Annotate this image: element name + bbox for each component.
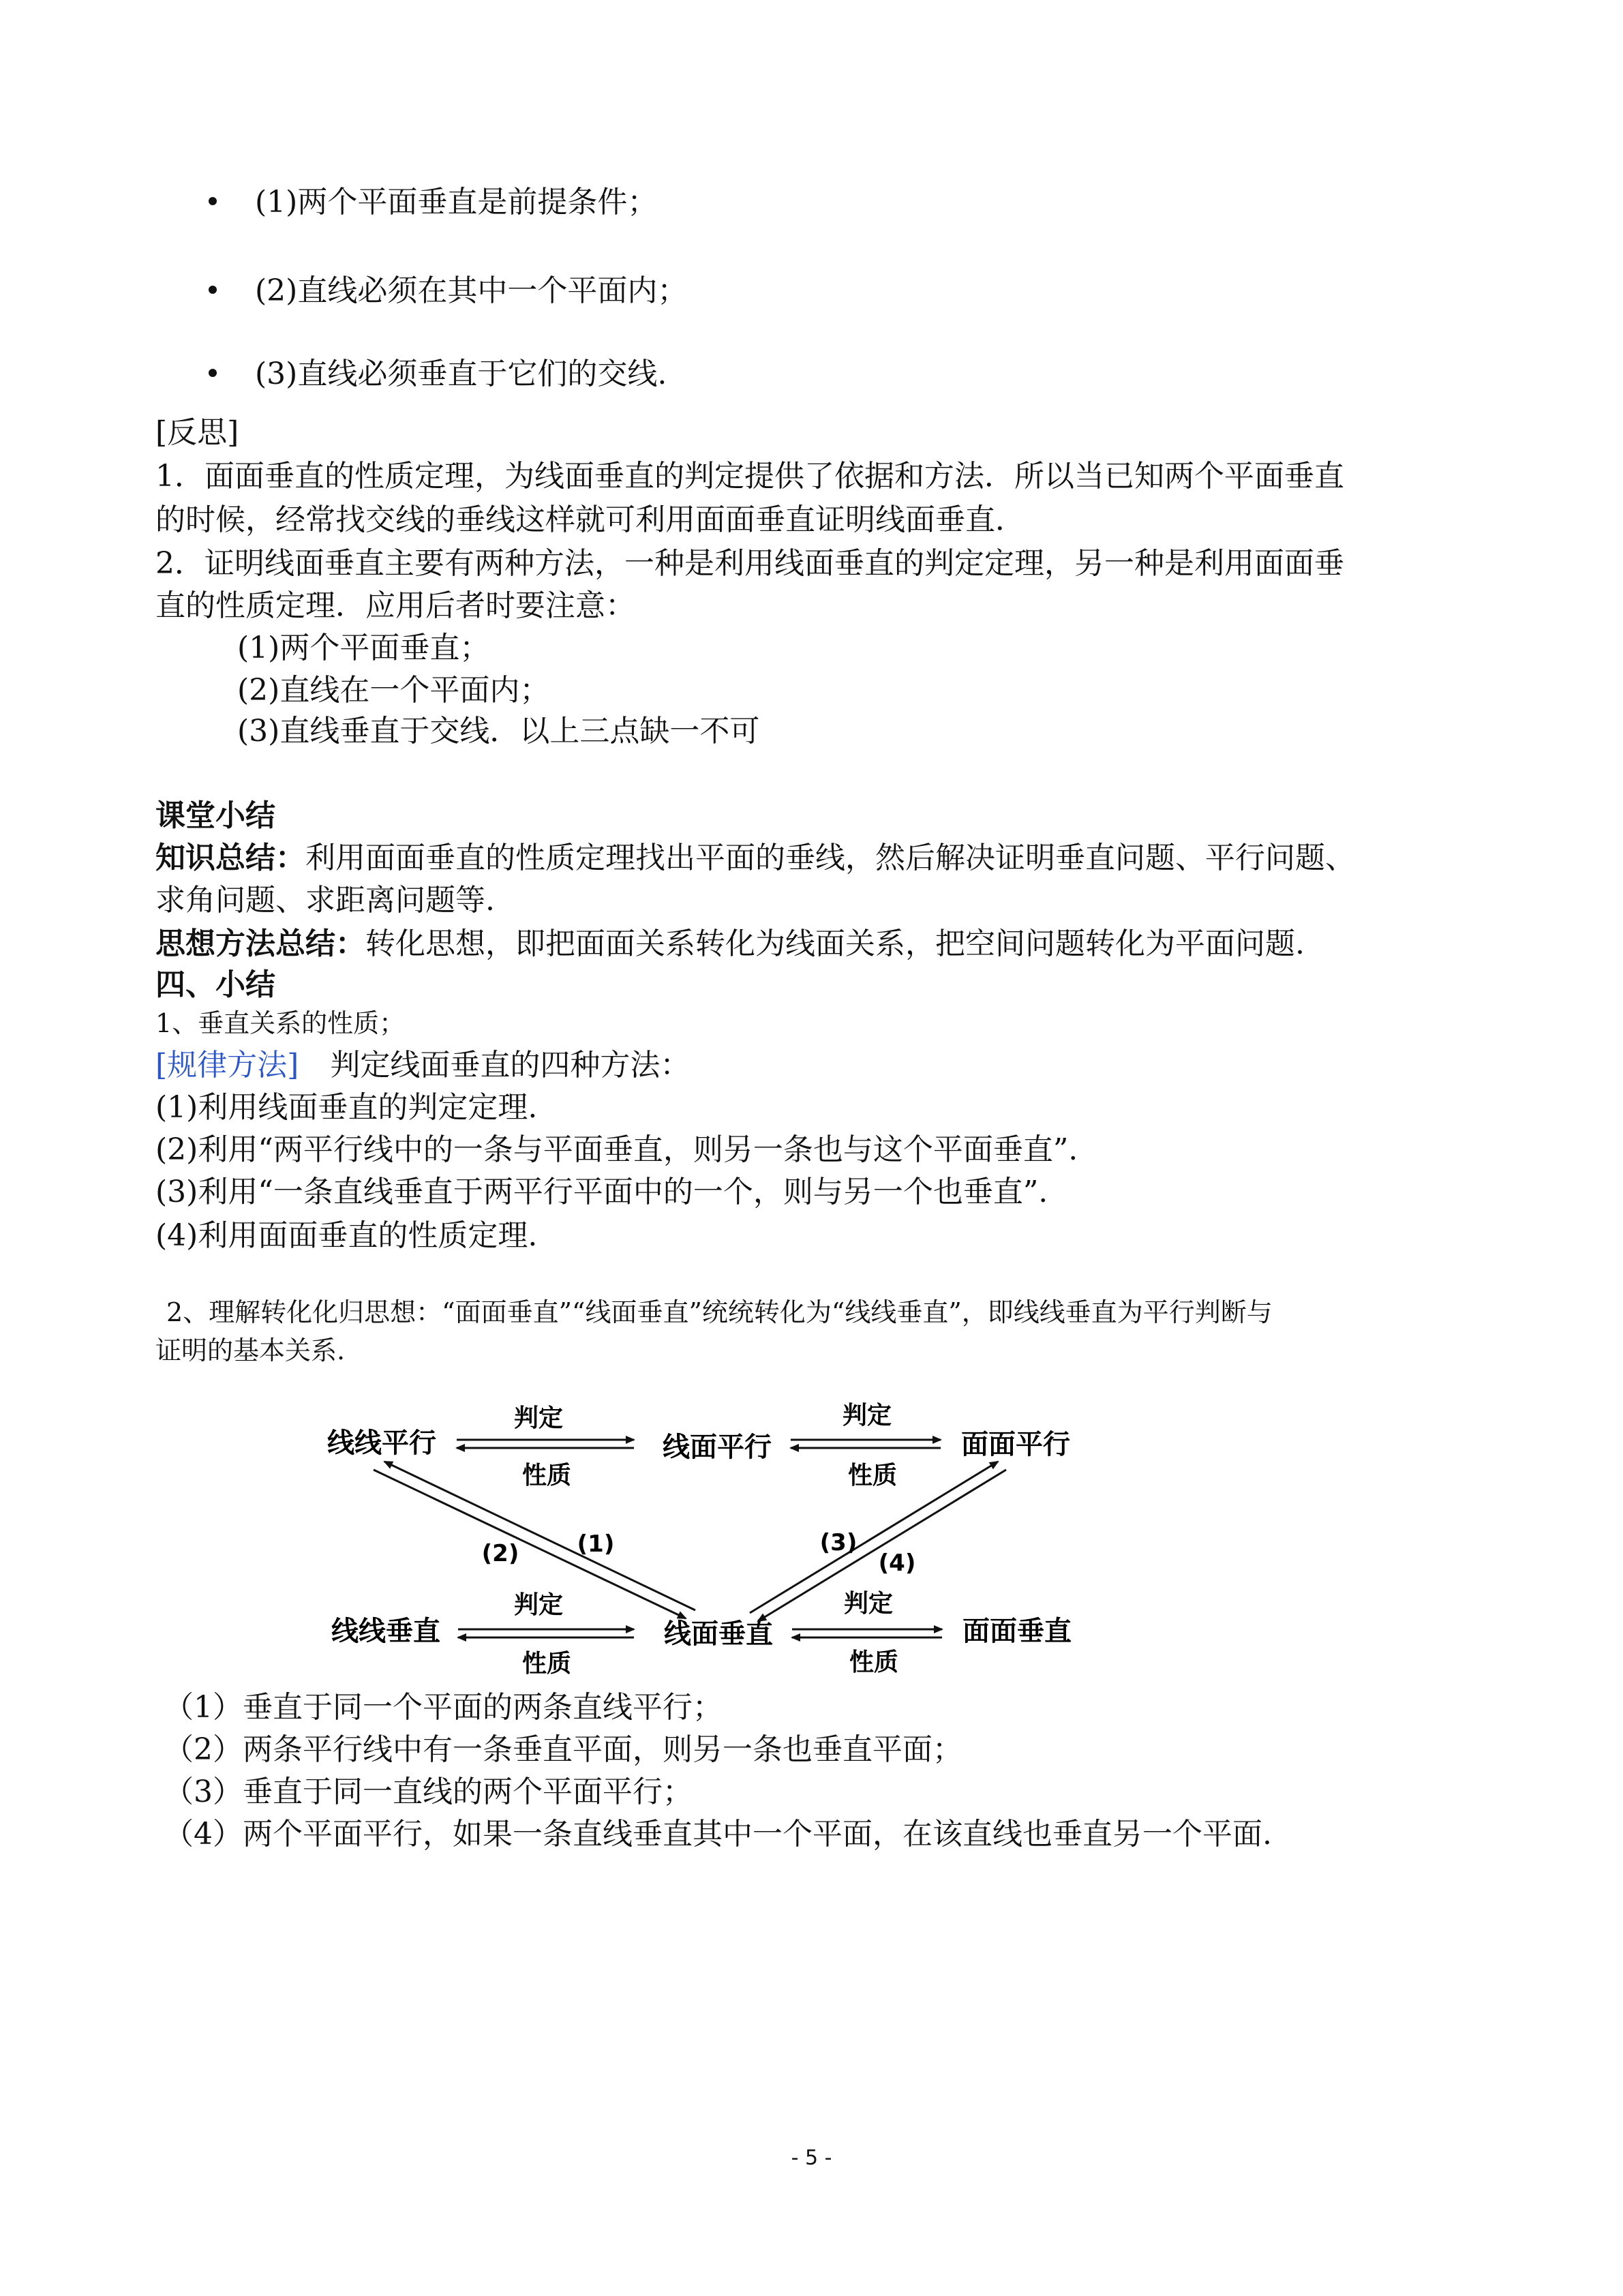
method-item: (4)利用面面垂直的性质定理. bbox=[155, 1218, 538, 1253]
knowledge-text: 利用面面垂直的性质定理找出平面的垂线，然后解决证明垂直问题、平行问题、 bbox=[305, 841, 1355, 875]
section-item: 1、垂直关系的性质； bbox=[155, 1008, 406, 1038]
section-item: 证明的基本关系. bbox=[155, 1335, 346, 1365]
property-label: 性质 bbox=[521, 1650, 572, 1678]
node-line-line-perp: 线线垂直 bbox=[331, 1616, 440, 1647]
theorem-item: （2）两条平行线中有一条垂直平面，则另一条也垂直平面； bbox=[164, 1732, 962, 1767]
diagram-label-2: (2) bbox=[481, 1540, 519, 1567]
property-label: 性质 bbox=[521, 1462, 572, 1490]
reflection-point: (2)直线在一个平面内； bbox=[237, 673, 550, 708]
reflection-paragraph: 的时候，经常找交线的垂线这样就可利用面面垂直证明线面垂直． bbox=[155, 502, 1025, 537]
knowledge-label: 知识总结： bbox=[155, 841, 305, 875]
reflection-point: (3)直线垂直于交线．以上三点缺一不可 bbox=[237, 714, 760, 749]
section-heading: 四、小结 bbox=[155, 967, 275, 1002]
knowledge-text-cont: 求角问题、求距离问题等. bbox=[155, 883, 495, 918]
diagram-label-3: (3) bbox=[819, 1529, 858, 1556]
theorem-item: （3）垂直于同一直线的两个平面平行； bbox=[164, 1774, 693, 1809]
method-item: (1)利用线面垂直的判定定理. bbox=[155, 1090, 538, 1125]
reflection-heading: [反思] bbox=[155, 415, 239, 450]
reflection-paragraph: 1．面面垂直的性质定理，为线面垂直的判定提供了依据和方法．所以当已知两个平面垂直 bbox=[155, 459, 1344, 494]
node-line-plane-perp: 线面垂直 bbox=[664, 1618, 773, 1650]
theorem-item: （1）垂直于同一个平面的两条直线平行； bbox=[164, 1690, 723, 1725]
rule-tag: [规律方法] bbox=[155, 1048, 299, 1083]
page-number: - 5 - bbox=[791, 2146, 832, 2170]
judge-label: 判定 bbox=[513, 1404, 564, 1432]
rule-title: 判定线面垂直的四种方法： bbox=[330, 1048, 691, 1083]
method-text: 转化思想，即把面面关系转化为线面关系，把空间问题转化为平面问题. bbox=[365, 926, 1305, 961]
property-label: 性质 bbox=[847, 1462, 898, 1490]
bullet-dot bbox=[209, 369, 217, 377]
reflection-paragraph: 直的性质定理．应用后者时要注意： bbox=[155, 588, 635, 623]
diagram-label-1: (1) bbox=[577, 1530, 615, 1558]
summary-heading: 课堂小结 bbox=[155, 798, 275, 833]
bullet-dot bbox=[209, 286, 217, 294]
method-summary bbox=[155, 923, 1305, 965]
reflection-point: (1)两个平面垂直； bbox=[237, 631, 490, 665]
method-item: (2)利用“两平行线中的一条与平面垂直，则另一条也与这个平面垂直”. bbox=[155, 1132, 1078, 1167]
section-item: 2、理解转化化归思想：“面面垂直”“线面垂直”统统转化为“线线垂直”，即线线垂直为平行判断与 bbox=[166, 1297, 1273, 1327]
reflection-paragraph: 2．证明线面垂直主要有两种方法，一种是利用线面垂直的判定定理，另一种是利用面面垂 bbox=[155, 546, 1344, 581]
node-plane-plane-perp: 面面垂直 bbox=[962, 1616, 1072, 1647]
theorem-item: （4）两个平面平行，如果一条直线垂直其中一个平面，在该直线也垂直另一个平面. bbox=[164, 1817, 1272, 1852]
diagram-label-4: (4) bbox=[878, 1550, 916, 1577]
bullet-dot bbox=[209, 197, 217, 205]
method-item: (3)利用“一条直线垂直于两平行平面中的一个，则与另一个也垂直”. bbox=[155, 1175, 1048, 1209]
node-line-line-parallel: 线线平行 bbox=[327, 1428, 436, 1459]
property-label: 性质 bbox=[849, 1648, 899, 1676]
judge-label: 判定 bbox=[513, 1591, 564, 1619]
bullet-item: (3)直线必须垂直于它们的交线. bbox=[255, 357, 667, 391]
node-line-plane-parallel: 线面平行 bbox=[663, 1432, 772, 1463]
bullet-item: (1)两个平面垂直是前提条件； bbox=[255, 185, 658, 220]
knowledge-summary bbox=[155, 837, 1355, 879]
bullet-item: (2)直线必须在其中一个平面内； bbox=[255, 273, 688, 308]
method-label: 思想方法总结： bbox=[155, 926, 365, 961]
judge-label: 判定 bbox=[843, 1590, 894, 1618]
node-plane-plane-parallel: 面面平行 bbox=[961, 1429, 1070, 1460]
rule-line bbox=[155, 1044, 690, 1087]
judge-label: 判定 bbox=[842, 1402, 892, 1430]
relation-diagram bbox=[300, 1391, 1104, 1697]
